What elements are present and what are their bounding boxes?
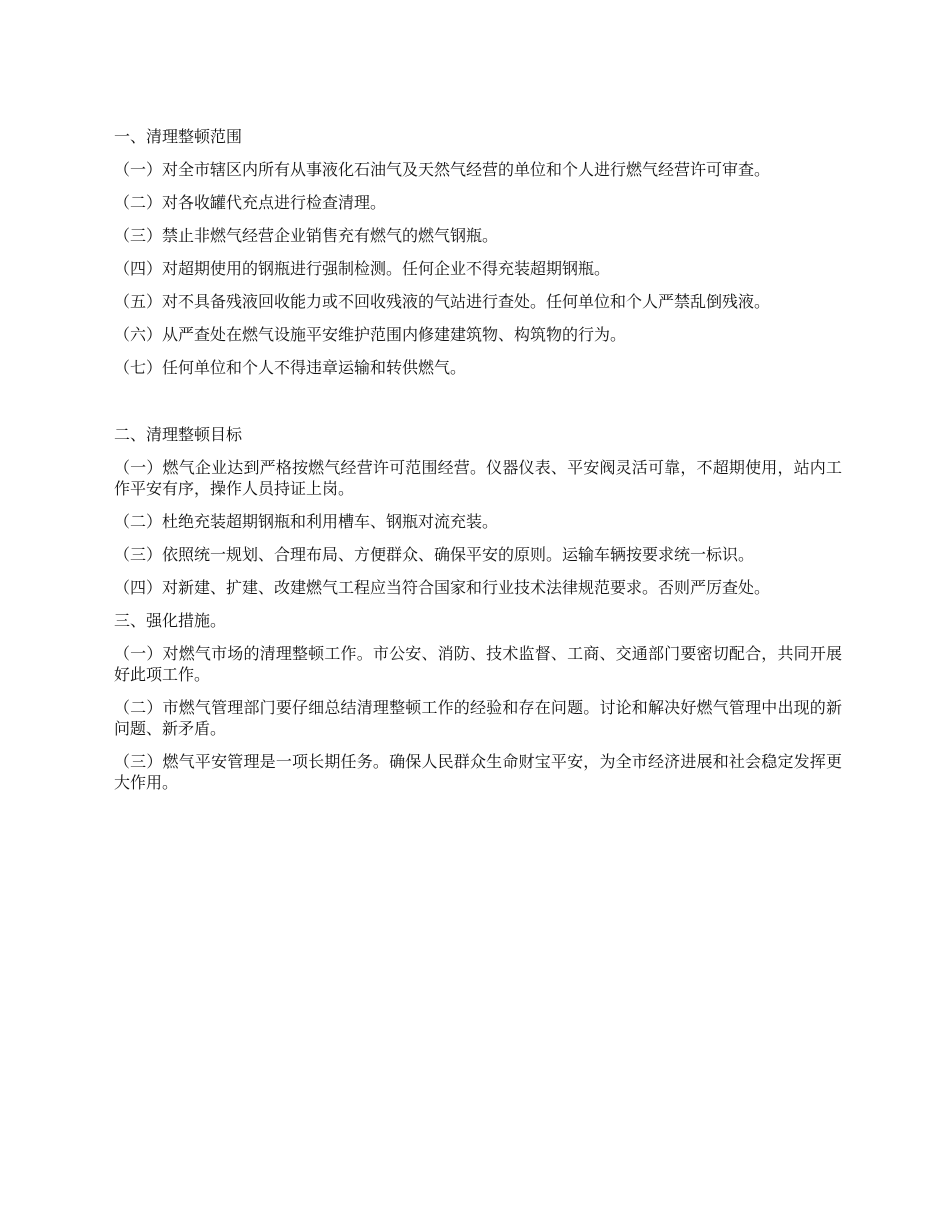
list-item: （五）对不具备残液回收能力或不回收残液的气站进行查处。任何单位和个人严禁乱倒残液。 (114, 292, 771, 311)
list-item: （一）对燃气市场的清理整顿工作。市公安、消防、技术监督、工商、交通部门要密切配合，共同开展好此项工作。 (114, 644, 842, 684)
list-item: （一）对全市辖区内所有从事液化石油气及天然气经营的单位和个人进行燃气经营许可审查。 (114, 160, 771, 179)
section-goals (114, 424, 842, 598)
list-item: （三）依照统一规划、合理布局、方便群众、确保平安的原则。运输车辆按要求统一标识。 (114, 545, 755, 564)
section-measures (114, 610, 842, 793)
section-spacer (114, 390, 842, 424)
list-item: （三）燃气平安管理是一项长期任务。确保人民群众生命财宝平安，为全市经济进展和社会稳定发挥更大作用。 (114, 752, 842, 792)
section-heading: 三、强化措施。 (114, 611, 227, 630)
section-scope (114, 126, 842, 378)
list-item: （一）燃气企业达到严格按燃气经营许可范围经营。仪器仪表、平安阀灵活可靠，不超期使用，站内工作平安有序，操作人员持证上岗。 (114, 458, 842, 498)
list-item: （六）从严查处在燃气设施平安维护范围内修建建筑物、构筑物的行为。 (114, 325, 627, 344)
list-item: （七）任何单位和个人不得违章运输和转供燃气。 (114, 358, 467, 377)
section-heading: 二、清理整顿目标 (114, 425, 243, 444)
list-item: （二）对各收罐代充点进行检查清理。 (114, 193, 387, 212)
document-body (114, 126, 842, 805)
section-heading: 一、清理整顿范围 (114, 127, 243, 146)
list-item: （二）市燃气管理部门要仔细总结清理整顿工作的经验和存在问题。讨论和解决好燃气管理中出现的新问题、新矛盾。 (114, 698, 842, 738)
list-item: （三）禁止非燃气经营企业销售充有燃气的燃气钢瓶。 (114, 226, 499, 245)
list-item: （四）对新建、扩建、改建燃气工程应当符合国家和行业技术法律规范要求。否则严厉查处。 (114, 578, 771, 597)
list-item: （四）对超期使用的钢瓶进行强制检测。任何企业不得充装超期钢瓶。 (114, 259, 611, 278)
list-item: （二）杜绝充装超期钢瓶和利用槽车、钢瓶对流充装。 (114, 512, 499, 531)
